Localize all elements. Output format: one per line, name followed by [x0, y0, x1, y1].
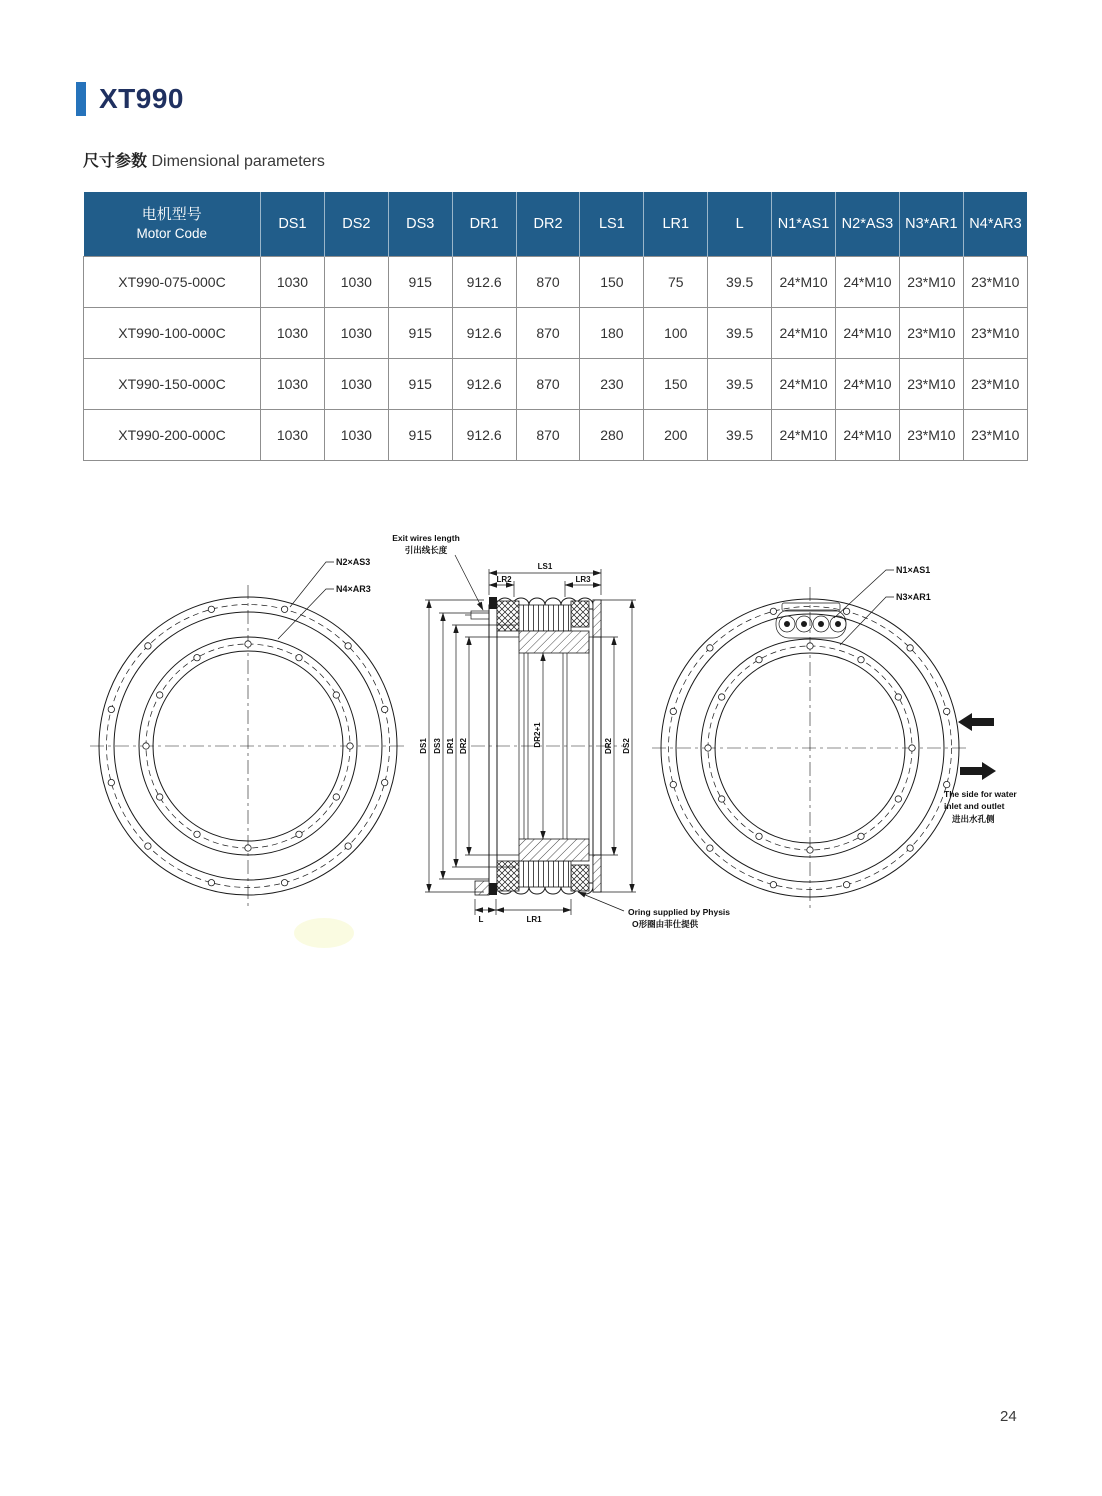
cell: 915: [388, 257, 452, 308]
col-header: N2*AS3: [836, 192, 900, 257]
section-view: [392, 533, 730, 929]
cell: 915: [388, 410, 452, 461]
cell: 1030: [324, 257, 388, 308]
col-header: N4*AR3: [963, 192, 1027, 257]
rear-label-n1as1: N1×AS1: [896, 565, 931, 575]
cell: 1030: [261, 257, 325, 308]
rear-label-n3ar1: N3×AR1: [896, 592, 931, 602]
cell: 200: [644, 410, 708, 461]
col-header: N1*AS1: [772, 192, 836, 257]
cell: 1030: [324, 308, 388, 359]
cell: 912.6: [452, 359, 516, 410]
cell: 915: [388, 359, 452, 410]
cell: 23*M10: [899, 410, 963, 461]
cell: 912.6: [452, 410, 516, 461]
col-header: LS1: [580, 192, 644, 257]
cell: 915: [388, 308, 452, 359]
cell: 39.5: [708, 308, 772, 359]
col-header: DR1: [452, 192, 516, 257]
page-number: 24: [1000, 1408, 1017, 1425]
cell: 150: [580, 257, 644, 308]
cell: 23*M10: [963, 308, 1027, 359]
cell: 39.5: [708, 257, 772, 308]
dim-lr1: LR1: [526, 915, 542, 924]
cell: 230: [580, 359, 644, 410]
cell: 870: [516, 257, 580, 308]
cell: 23*M10: [899, 257, 963, 308]
col-header: DR2: [516, 192, 580, 257]
water-note-zh: 进出水孔侧: [952, 814, 995, 824]
cell: 1030: [261, 410, 325, 461]
cell: 39.5: [708, 410, 772, 461]
cell: 24*M10: [836, 257, 900, 308]
motor-code-cell: XT990-075-000C: [84, 257, 261, 308]
dimensional-parameters-table: [83, 192, 1028, 461]
dim-lr3: LR3: [575, 575, 591, 584]
cell: 280: [580, 410, 644, 461]
front-view: [90, 557, 406, 909]
table-header: [84, 192, 1028, 257]
cell: 24*M10: [772, 410, 836, 461]
motor-code-cell: XT990-150-000C: [84, 359, 261, 410]
rear-view: [652, 565, 1017, 911]
exit-wires-note-en: Exit wires length: [392, 533, 460, 543]
cell: 24*M10: [836, 359, 900, 410]
front-label-n4ar3: N4×AR3: [336, 584, 371, 594]
col-header: DS2: [324, 192, 388, 257]
cell: 1030: [324, 410, 388, 461]
cell: 23*M10: [963, 359, 1027, 410]
dim-dr2-left: DR2: [459, 737, 468, 755]
water-flow-arrows: [958, 713, 996, 780]
col-motor-code: 电机型号 Motor Code: [84, 192, 261, 257]
table-row: [84, 257, 1028, 308]
col-header: LR1: [644, 192, 708, 257]
dim-dr2-right: DR2: [604, 737, 613, 755]
technical-drawing: [76, 525, 1026, 955]
cell: 870: [516, 359, 580, 410]
col-header: DS3: [388, 192, 452, 257]
cell: 150: [644, 359, 708, 410]
cell: 23*M10: [963, 410, 1027, 461]
cell: 1030: [261, 308, 325, 359]
dim-center-bore: DR2+1: [533, 722, 542, 748]
page-title: XT990: [99, 83, 184, 114]
cell: 100: [644, 308, 708, 359]
col-header: N3*AR1: [899, 192, 963, 257]
table-row: [84, 359, 1028, 410]
front-label-n2as3: N2×AS3: [336, 557, 371, 567]
water-note-line1: The side for water: [944, 789, 1017, 799]
water-in-arrow-icon: [958, 713, 994, 731]
cell: 39.5: [708, 359, 772, 410]
scan-smudge: [294, 918, 354, 948]
dim-ls1: LS1: [537, 562, 553, 571]
table-subtitle: [83, 148, 325, 171]
cell: 24*M10: [772, 257, 836, 308]
cell: 24*M10: [836, 308, 900, 359]
cell: 912.6: [452, 308, 516, 359]
col-header: L: [708, 192, 772, 257]
cell: 1030: [261, 359, 325, 410]
dim-l: L: [478, 915, 484, 924]
exit-wires-note-zh: 引出线长度: [404, 545, 448, 555]
cell: 1030: [324, 359, 388, 410]
cell: 75: [644, 257, 708, 308]
dim-ds3: DS3: [433, 738, 442, 754]
cell: 24*M10: [772, 308, 836, 359]
dim-ds1: DS1: [419, 738, 428, 754]
cell: 23*M10: [899, 308, 963, 359]
table-row: [84, 308, 1028, 359]
water-out-arrow-icon: [960, 762, 996, 780]
motor-code-cell: XT990-100-000C: [84, 308, 261, 359]
section-title: [76, 82, 184, 116]
oring-note-zh: O形圈由菲仕提供: [632, 919, 699, 929]
cell: 870: [516, 308, 580, 359]
cell: 23*M10: [963, 257, 1027, 308]
subtitle-en: Dimensional parameters: [151, 153, 325, 170]
cell: 23*M10: [899, 359, 963, 410]
cell: 870: [516, 410, 580, 461]
title-accent-bar: [76, 82, 86, 116]
dim-lr2: LR2: [496, 575, 512, 584]
dim-ds2: DS2: [622, 738, 631, 754]
cell: 180: [580, 308, 644, 359]
water-note-line2: inlet and outlet: [944, 801, 1005, 811]
subtitle-zh: 尺寸参数: [83, 153, 148, 170]
motor-code-cell: XT990-200-000C: [84, 410, 261, 461]
table-row: [84, 410, 1028, 461]
oring-note-en: Oring supplied by Physis: [628, 907, 731, 917]
cell: 24*M10: [772, 359, 836, 410]
dim-dr1: DR1: [446, 737, 455, 755]
cell: 912.6: [452, 257, 516, 308]
col-header: DS1: [261, 192, 325, 257]
cell: 24*M10: [836, 410, 900, 461]
